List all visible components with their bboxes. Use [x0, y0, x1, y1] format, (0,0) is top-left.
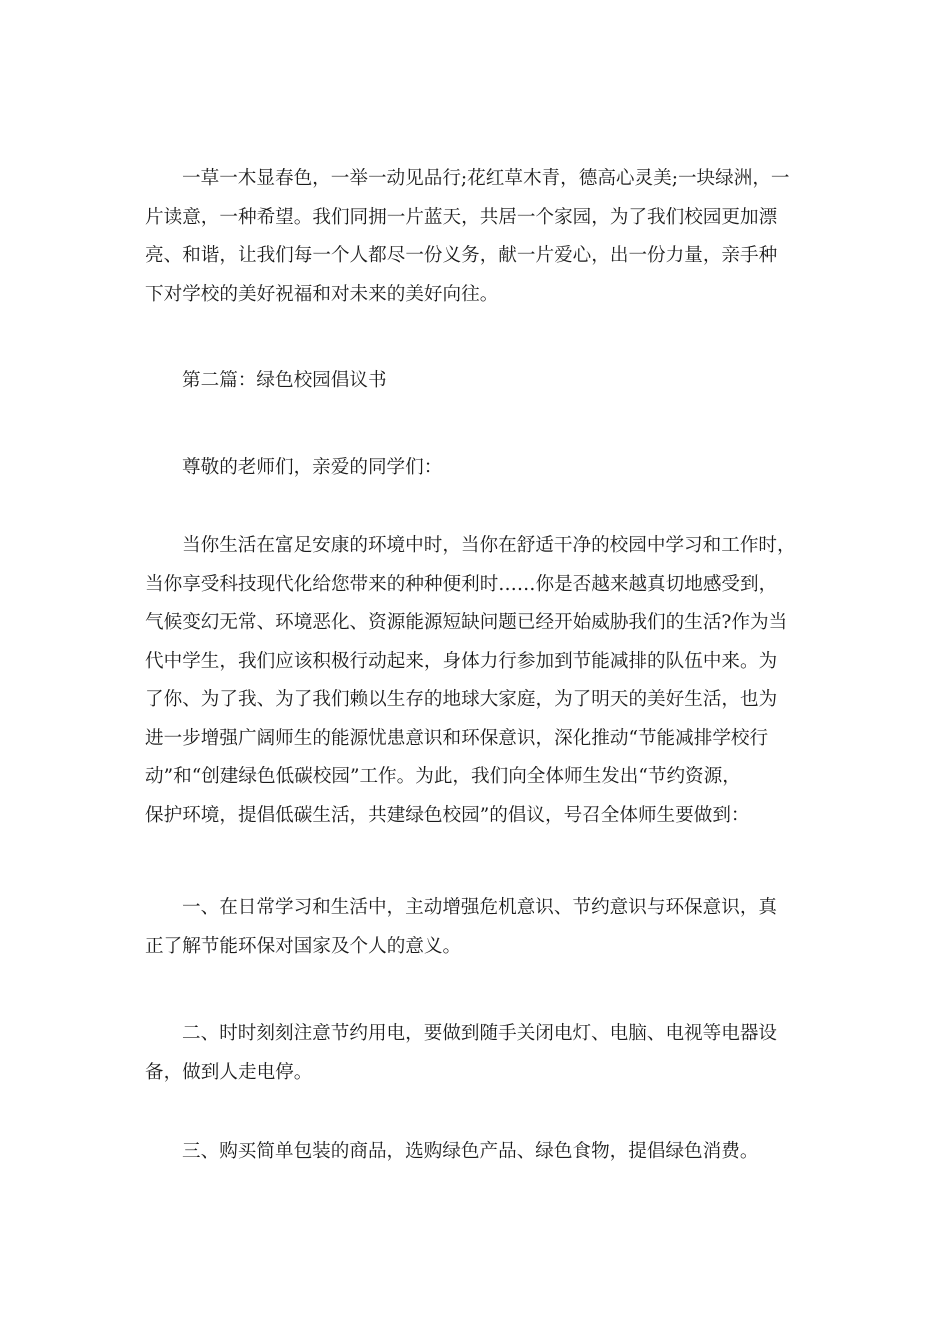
text-line: 一、在日常学习和生活中，主动增强危机意识、节约意识与环保意识，真: [182, 897, 778, 918]
text-line: 正了解节能环保对国家及个人的意义。: [145, 935, 462, 957]
text-line: 一草一木显春色，一举一动见品行;花红草木青，德高心灵美;一块绿洲，一: [182, 168, 790, 189]
text-line: 下对学校的美好祝福和对未来的美好向往。: [145, 283, 499, 305]
text-line: 备，做到人走电停。: [145, 1061, 313, 1083]
text-line: 代中学生，我们应该积极行动起来，身体力行参加到节能减排的队伍中来。为: [145, 650, 778, 672]
salutation: [145, 449, 805, 488]
heading-text: 第二篇：绿色校园倡议书: [182, 370, 387, 391]
salutation-text: 尊敬的老师们，亲爱的同学们：: [182, 457, 443, 478]
list-item-one: [145, 889, 805, 966]
text-line: 气候变幻无常、环境恶化、资源能源短缺问题已经开始威胁我们的生活?作为当: [145, 612, 788, 633]
text-line: 保护环境，提倡低碳生活，共建绿色校园”的倡议，号召全体师生要做到：: [145, 804, 750, 826]
list-item-two: [145, 1015, 805, 1092]
text-line: 三、购买简单包装的商品，选购绿色产品、绿色食物，提倡绿色消费。: [182, 1141, 759, 1162]
text-line: 进一步增强广阔师生的能源忧患意识和环保意识，深化推动“节能减排学校行: [145, 727, 769, 749]
text-line: 亮、和谐，让我们每一个人都尽一份义务，献一片爱心，出一份力量，亲手种: [145, 245, 778, 266]
text-line: 了你、为了我、为了我们赖以生存的地球大家庭，为了明天的美好生活，也为: [145, 689, 778, 710]
paragraph-spring-greenery: [145, 160, 805, 314]
text-line: 片读意，一种希望。我们同拥一片蓝天，共居一个家园，为了我们校园更加漂: [145, 206, 778, 228]
paragraph-initiative-intro: [145, 527, 805, 835]
section-heading: [145, 362, 805, 401]
list-item-three: [145, 1133, 805, 1172]
text-line: 动”和“创建绿色低碳校园”工作。为此，我们向全体师生发出“节约资源，: [145, 766, 741, 787]
text-line: 当你享受科技现代化给您带来的种种便利时……你是否越来越真切地感受到，: [145, 573, 778, 595]
text-line: 二、时时刻刻注意节约用电，要做到随手关闭电灯、电脑、电视等电器设: [182, 1023, 778, 1044]
text-line: 当你生活在富足安康的环境中时，当你在舒适干净的校园中学习和工作时，: [182, 535, 796, 556]
